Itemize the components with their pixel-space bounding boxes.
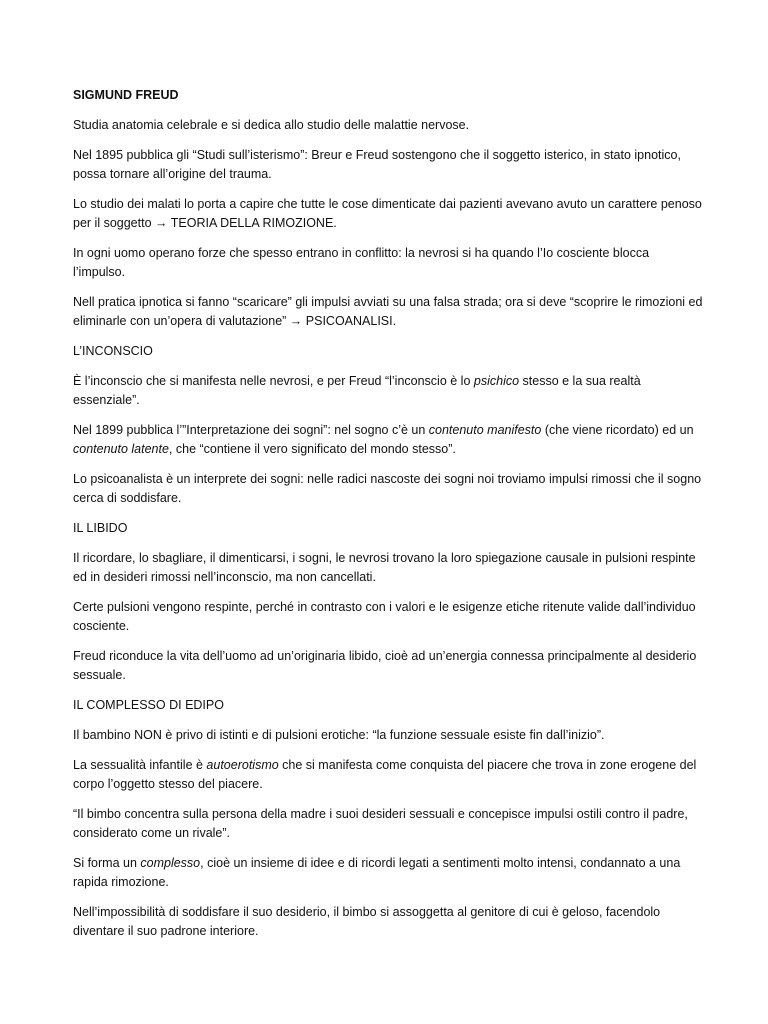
document-title: SIGMUND FREUD <box>73 88 179 102</box>
paragraph <box>73 421 703 459</box>
text-run: Nell pratica ipnotica si fanno “scaricare” gli impulsi avviati su una falsa strada; ora si deve “scoprire le rimozioni ed eliminarle con un’opera di valutazione” <box>73 295 703 328</box>
text-run: , cioè un insieme di idee e di ricordi legati a sentimenti molto intensi, condannato a una rapida rimozione. <box>73 856 681 889</box>
text-run: TEORIA DELLA RIMOZIONE. <box>167 216 337 230</box>
italic-text: autoerotismo <box>206 758 279 772</box>
text-run: (che viene ricordato) ed un <box>541 423 694 437</box>
paragraph: Nell’impossibilità di soddisfare il suo desiderio, il bimbo si assoggetta al genitore di cui è geloso, facendolo diventare il suo padrone interiore. <box>73 905 661 938</box>
text-run: La sessualità infantile è <box>73 758 207 772</box>
paragraph <box>73 756 703 794</box>
text-run: Nel 1899 pubblica l’”Interpretazione dei sogni”: nel sogno c’è un <box>73 423 429 437</box>
paragraph: Lo psicoanalista è un interprete dei sogni: nelle radici nascoste dei sogni noi troviamo impulsi rimossi che il sogno cerca di soddisfare. <box>73 472 702 505</box>
paragraph: Nel 1895 pubblica gli “Studi sull’isterismo”: Breur e Freud sostengono che il soggetto isterico, in stato ipnotico, possa tornare all’origine del trauma. <box>73 148 681 181</box>
italic-text: contenuto latente <box>73 442 169 456</box>
section-heading: IL COMPLESSO DI EDIPO <box>73 698 224 712</box>
section-heading: IL LIBIDO <box>73 521 128 535</box>
text-run: Si forma un <box>73 856 141 870</box>
italic-text: psichico <box>473 374 520 388</box>
italic-text: contenuto manifesto <box>428 423 542 437</box>
paragraph: Certe pulsioni vengono respinte, perché in contrasto con i valori e le esigenze etiche ritenute valide dall’individuo cosciente. <box>73 600 696 633</box>
document-page <box>73 86 703 952</box>
italic-text: complesso <box>140 856 201 870</box>
arrow-right-icon: → <box>155 216 168 230</box>
text-run: che si manifesta come conquista del piacere che trova in zone erogene del corpo l’oggetto stesso del piacere. <box>73 758 697 791</box>
paragraph: In ogni uomo operano forze che spesso entrano in conflitto: la nevrosi si ha quando l’Io cosciente blocca l’impulso. <box>73 246 650 279</box>
text-run: , che “contiene il vero significato del mondo stesso”. <box>168 442 456 456</box>
arrow-right-icon: → <box>289 314 303 328</box>
paragraph: Freud riconduce la vita dell’uomo ad un’originaria libido, cioè ad un’energia connessa principalmente al desiderio sessuale. <box>73 649 697 682</box>
text-run: Lo studio dei malati lo porta a capire che tutte le cose dimenticate dai pazienti avevano avuto un carattere penoso per il soggetto <box>73 197 702 230</box>
text-run: stesso e la sua realtà essenziale”. <box>73 374 641 407</box>
paragraph <box>73 372 703 410</box>
paragraph: Il bambino NON è privo di istinti e di pulsioni erotiche: “la funzione sessuale esiste fin dall’inizio”. <box>73 728 605 742</box>
paragraph <box>73 854 703 892</box>
paragraph: “Il bimbo concentra sulla persona della madre i suoi desideri sessuali e concepisce impulsi ostili contro il padre, considerato come un rivale”. <box>73 807 688 840</box>
section-heading: L’INCONSCIO <box>73 344 153 358</box>
paragraph <box>73 293 703 331</box>
paragraph <box>73 195 703 233</box>
text-run: È l’inconscio che si manifesta nelle nevrosi, e per Freud “l’inconscio è lo <box>73 374 474 388</box>
paragraph: Il ricordare, lo sbagliare, il dimenticarsi, i sogni, le nevrosi trovano la loro spiegazione causale in pulsioni respinte ed in desideri rimossi nell’inconscio, ma non cancellati. <box>73 551 696 584</box>
paragraph: Studia anatomia celebrale e si dedica allo studio delle malattie nervose. <box>73 118 470 132</box>
text-run: PSICOANALISI. <box>302 314 397 328</box>
